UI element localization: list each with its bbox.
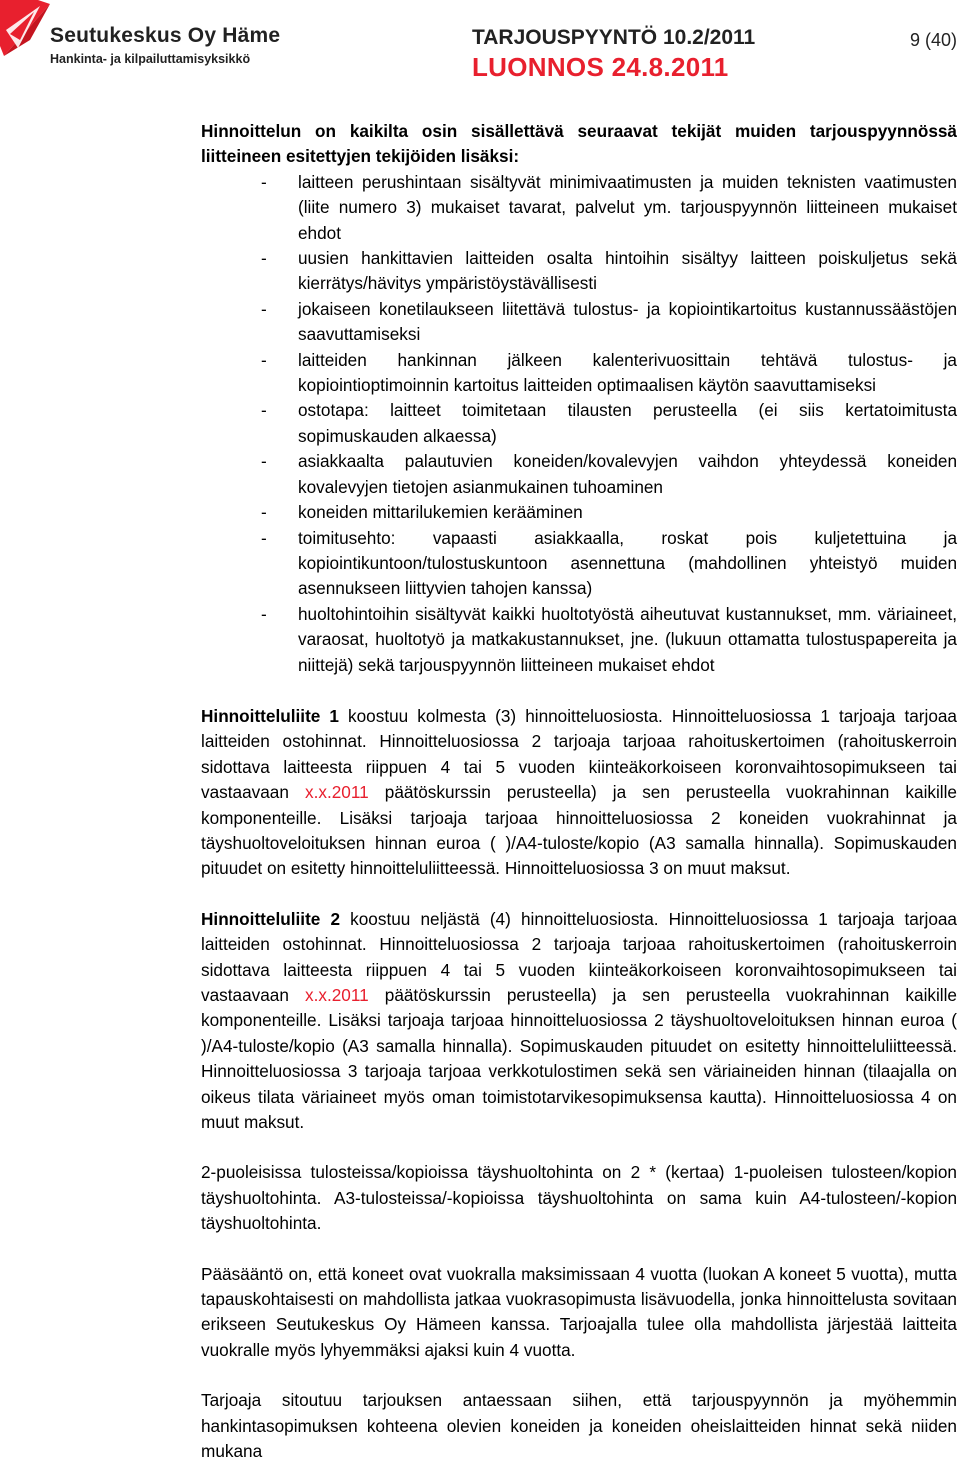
appendix-2-text-a: koostuu neljästä (4) hinnoitteluosiosta. Hinnoitteluosiossa 1 tarjoaja tarjoaa laitteiden ostohinnat. Hinnoitteluosiossa 2 tarjoaja tarjoaa rahoituskertoimen (rahoituskerroin sidottava laitteesta riippuen 4 tai 5 vuoden kiinteäkorkoiseen koronvaihtosopimukseen tai vastaavaan [201, 908, 957, 1005]
document-body [201, 119, 957, 1465]
pricing-requirements-list [201, 170, 957, 678]
appendix-2-text-b: päätöskurssin perusteella) ja sen perusteella vuokrahinnan kaikille komponenteille. Lisäksi tarjoaja tarjoaa hinnoitteluosiossa 2 täyshuoltoveloituksen hinnan euroa ( )/A4-tuloste/kopio (A3 samalla hinnalla). Sopimuskauden pituudet on esitetty hinnoitteluliitteessä. Hinnoitteluosiossa 3 tarjoaja tarjoaa verkkotulostimen sekä sen väriaineiden hinnan (tilaajalla on oikeus tilata väriaineet myös oman toimistotarvikesopimuksensa kautta). Hinnoitteluosiossa 4 on muut maksut. [201, 985, 957, 1133]
list-item: - uusien hankittavien laitteiden osalta hintoihin sisältyy laitteen poiskuljetus sekä kierrätys/hävitys ympäristöystävällisesti [201, 246, 957, 297]
list-item: - laitteen perushintaan sisältyvät minimivaatimusten ja muiden teknisten vaatimusten (liite numero 3) mukaiset tavarat, palvelut ym. tarjouspyynnön liitteineen mukaiset ehdot [201, 170, 957, 246]
list-item: - toimitusehto: vapaasti asiakkaalla, roskat pois kuljetettuina ja kopiointikuntoon/tulostuskuntoon asennettuna (mahdollinen yhteistyö muiden asennukseen liittyvien tahojen kanssa) [201, 526, 957, 602]
appendix-1-title: Hinnoitteluliite 1 [201, 705, 339, 726]
list-item: - jokaiseen konetilaukseen liitettävä tulostus- ja kopiointikartoitus kustannussäästöjen saavuttamiseksi [201, 297, 957, 348]
list-item: - laitteiden hankinnan jälkeen kalenterivuosittain tehtävä tulostus- ja kopiointioptimoinnin kartoitus laitteiden optimaalisen käytön saavuttamiseksi [201, 348, 957, 399]
price-commitment-paragraph: Tarjoaja sitoutuu tarjouksen antaessaan siihen, että tarjouspyynnön ja myöhemmin hankintasopimuksen kohteena olevien koneiden ja koneiden oheislaitteiden hinnat sekä niiden mukana [201, 1390, 957, 1462]
organization-name: Seutukeskus Oy Häme [50, 24, 281, 47]
page-header [0, 0, 960, 80]
list-item: - huoltohintoihin sisältyvät kaikki huoltotyöstä aiheutuvat kustannukset, mm. väriaineet, varaosat, huoltotyö ja matkakustannukset, jne. (lukuun ottamatta tulostuspapereita ja niittejä) sekä tarjouspyynnön liitteineen mukaiset ehdot [201, 602, 957, 678]
seutukeskus-logo [0, 0, 56, 62]
appendix-1-text-b: päätöskurssin perusteella) ja sen perusteella vuokrahinnan kaikille komponenteille. Lisäksi tarjoaja tarjoaa hinnoitteluosiossa 2 koneiden vuokrahinnat ja täyshuoltoveloituksen hinnan euroa ( )/A4-tuloste/kopio (A3 samalla hinnalla). Sopimuskauden pituudet on esitetty hinnoitteluliitteessä. Hinnoitteluosiossa 3 on muut maksut. [201, 782, 957, 879]
pricing-appendix-2-paragraph [201, 907, 957, 1136]
list-item: - asiakkaalta palautuvien koneiden/kovalevyjen vaihdon yhteydessä koneiden kovalevyjen tietojen asianmukainen tuhoaminen [201, 449, 957, 500]
appendix-1-text-a: koostuu kolmesta (3) hinnoitteluosiosta. Hinnoitteluosiossa 1 tarjoaja tarjoaa laitteiden ostohinnat. Hinnoitteluosiossa 2 tarjoaja tarjoaa rahoituskertoimen (rahoituskerroin sidottava laitteesta riippuen 4 tai 5 vuoden kiinteäkorkoiseen koronvaihtosopimukseen tai vastaavaan [201, 705, 957, 803]
appendix-2-title: Hinnoitteluliite 2 [201, 908, 341, 929]
draft-label: LUONNOS 24.8.2011 [472, 52, 729, 82]
document-number: TARJOUSPYYNTÖ 10.2/2011 [472, 26, 756, 49]
page-number: 9 (40) [910, 30, 958, 50]
rental-period-paragraph: Pääsääntö on, että koneet ovat vuokralla maksimissaan 4 vuotta (luokan A koneet 5 vuotta), mutta tapauskohtaisesti on mahdollista jatkaa vuokrasopimusta lisävuodella, jonka hinnoittelusta sovitaan erikseen Seutukeskus Oy Hämeen kanssa. Tarjoajalla tulee olla mahdollista järjestää laitteita vuokralle myös lyhyemmäksi ajaksi kuin 4 vuotta. [201, 1263, 957, 1360]
list-item: - ostotapa: laitteet toimitetaan tilausten perusteella (ei siis kertatoimitusta sopimuskauden alkaessa) [201, 398, 957, 449]
appendix-2-date-ref: x.x.2011 [304, 985, 369, 1005]
pricing-intro: Hinnoittelun on kaikilta osin sisällettävä seuraavat tekijät muiden tarjouspyynnössä liitteineen esitettyjen tekijöiden lisäksi: [201, 121, 957, 167]
unit-name: Hankinta- ja kilpailuttamisyksikkö [50, 52, 251, 66]
list-item: - koneiden mittarilukemien kerääminen [201, 500, 957, 525]
duplex-pricing-paragraph: 2-puoleisissa tulosteissa/kopioissa täyshuoltohinta on 2 * (kertaa) 1-puoleisen tulosteen/kopion täyshuoltohinta. A3-tulosteissa/-kopioissa täyshuoltohinta on sama kuin A4-tulosteen/-kopion täyshuoltohinta. [201, 1162, 957, 1234]
appendix-1-date-ref: x.x.2011 [304, 782, 369, 803]
pricing-appendix-1-paragraph [201, 704, 957, 882]
